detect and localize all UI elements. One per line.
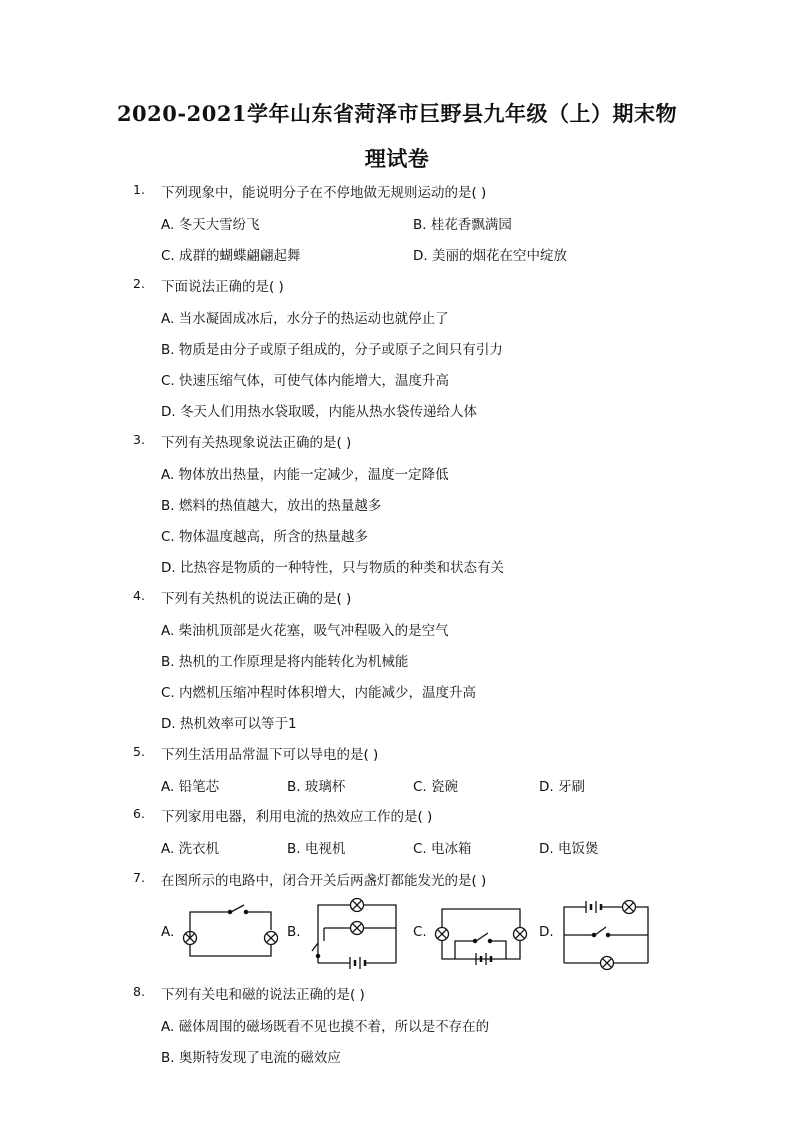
option-c: C. 快速压缩气体，可使气体内能增大，温度升高 xyxy=(161,373,450,389)
exam-title-line1: 2020-2021学年山东省菏泽市巨野县九年级（上）期末物 xyxy=(116,101,678,126)
option-d: D. 美丽的烟花在空中绽放 xyxy=(413,248,567,264)
circuit-diagram-d xyxy=(556,895,654,973)
question-text: 下面说法正确的是( ) xyxy=(161,279,284,295)
option-d: D. 冬天人们用热水袋取暖，内能从热水袋传递给人体 xyxy=(161,404,477,420)
option-c: C. 瓷碗 xyxy=(413,779,459,795)
question-text: 在图所示的电路中，闭合开关后两盏灯都能发光的是( ) xyxy=(161,873,487,889)
question-number: 1. xyxy=(133,182,145,197)
question-number: 6. xyxy=(133,806,145,821)
option-a-label: A. xyxy=(161,924,175,940)
question-number: 7. xyxy=(133,870,145,885)
question-number: 2. xyxy=(133,276,145,291)
option-a: A. 当水凝固成冰后，水分子的热运动也就停止了 xyxy=(161,311,449,327)
option-c: C. 内燃机压缩冲程时体积增大，内能减少，温度升高 xyxy=(161,685,477,701)
option-b: B. 热机的工作原理是将内能转化为机械能 xyxy=(161,654,409,670)
option-c-label: C. xyxy=(413,924,427,940)
option-b: B. 燃料的热值越大，放出的热量越多 xyxy=(161,498,382,514)
question-text: 下列有关电和磁的说法正确的是( ) xyxy=(161,987,365,1003)
option-a: A. 物体放出热量，内能一定减少，温度一定降低 xyxy=(161,467,449,483)
option-a: A. 冬天大雪纷飞 xyxy=(161,217,260,233)
option-c: C. 成群的蝴蝶翩翩起舞 xyxy=(161,248,301,264)
option-d: D. 比热容是物质的一种特性，只与物质的种类和状态有关 xyxy=(161,560,504,576)
option-b-label: B. xyxy=(287,924,301,940)
question-text: 下列有关热机的说法正确的是( ) xyxy=(161,591,352,607)
option-c: C. 物体温度越高，所含的热量越多 xyxy=(161,529,369,545)
question-text: 下列生活用品常温下可以导电的是( ) xyxy=(161,747,379,763)
option-b: B. 玻璃杯 xyxy=(287,779,346,795)
option-d-label: D. xyxy=(539,924,554,940)
question-number: 5. xyxy=(133,744,145,759)
option-d: D. 电饭煲 xyxy=(539,841,599,857)
circuit-diagram-c xyxy=(430,897,534,969)
option-a: A. 铅笔芯 xyxy=(161,779,220,795)
option-a: A. 柴油机顶部是火花塞，吸气冲程吸入的是空气 xyxy=(161,623,449,639)
option-a: A. 洗衣机 xyxy=(161,841,220,857)
question-number: 8. xyxy=(133,984,145,999)
circuit-diagram-a xyxy=(178,900,280,962)
option-b: B. 奥斯特发现了电流的磁效应 xyxy=(161,1050,341,1066)
question-text: 下列有关热现象说法正确的是( ) xyxy=(161,435,352,451)
option-d: D. 热机效率可以等于1 xyxy=(161,716,297,732)
option-d: D. 牙刷 xyxy=(539,779,585,795)
question-text: 下列现象中，能说明分子在不停地做无规则运动的是( ) xyxy=(161,185,487,201)
exam-title-line2: 理试卷 xyxy=(364,146,430,171)
option-c: C. 电冰箱 xyxy=(413,841,472,857)
circuit-diagram-b xyxy=(304,895,404,970)
question-text: 下列家用电器，利用电流的热效应工作的是( ) xyxy=(161,809,433,825)
option-b: B. 电视机 xyxy=(287,841,346,857)
option-a: A. 磁体周围的磁场既看不见也摸不着，所以是不存在的 xyxy=(161,1019,490,1035)
option-b: B. 物质是由分子或原子组成的，分子或原子之间只有引力 xyxy=(161,342,503,358)
question-number: 3. xyxy=(133,432,145,447)
option-b: B. 桂花香飘满园 xyxy=(413,217,512,233)
question-number: 4. xyxy=(133,588,145,603)
